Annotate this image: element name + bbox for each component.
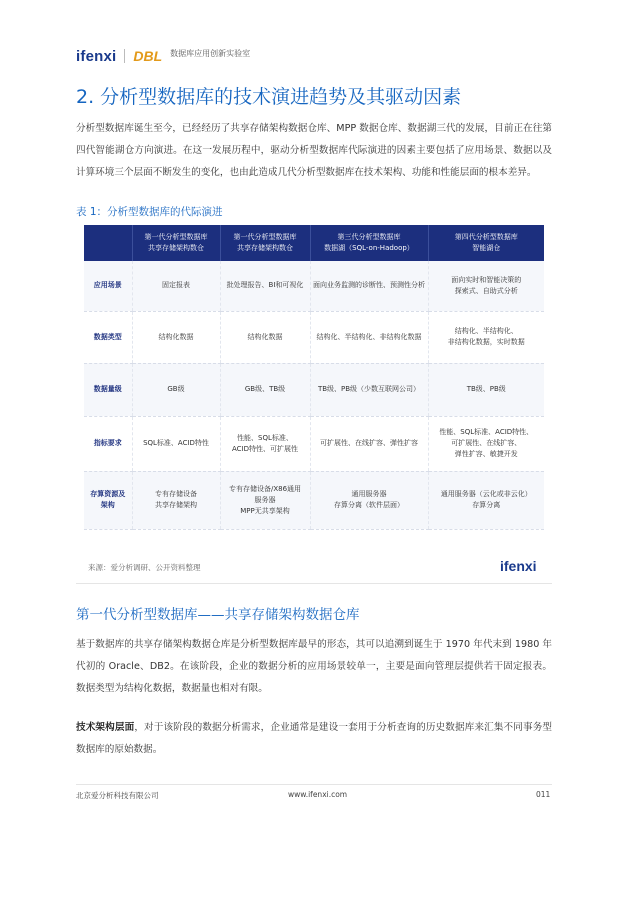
source-logo: ifenxi [500, 558, 537, 574]
dbl-logo: DBL [133, 48, 163, 64]
table-cell: 性能、SQL标准、ACID特性、 可扩展性、在线扩容、 弹性扩容、敏捷开发 [428, 416, 544, 471]
paragraph-2-lead: 技术架构层面 [76, 722, 135, 733]
footer-divider [76, 784, 552, 785]
table-header-cell: 第一代分析型数据库 共享存储架构数仓 [132, 225, 220, 261]
logo-divider [124, 49, 125, 63]
table-header [84, 225, 544, 261]
table-header-cell: 第一代分析型数据库 共享存储架构数仓 [220, 225, 310, 261]
table-row-label: 数据量级 [84, 363, 132, 416]
table-row-label: 数据类型 [84, 311, 132, 363]
table-cell: 结构化数据 [220, 311, 310, 363]
table-cell: 专有存储设备 共享存储架构 [132, 471, 220, 529]
table-cell: 结构化、半结构化、 非结构化数据，实时数据 [428, 311, 544, 363]
table-header-cell: 第三代分析型数据库 数据湖（SQL-on-Hadoop） [310, 225, 428, 261]
section-title: 2. 分析型数据库的技术演进趋势及其驱动因素 [76, 86, 462, 108]
table-row [84, 363, 544, 416]
table-row-label: 存算资源及 架构 [84, 471, 132, 529]
table-cell: 面向业务监测的诊断性、预测性分析 [310, 261, 428, 311]
table-row [84, 471, 544, 529]
table-header-cell: 第四代分析型数据库 智能湖仓 [428, 225, 544, 261]
ifenxi-logo: ifenxi [76, 47, 117, 65]
table-row [84, 416, 544, 471]
footer-page-number: 011 [536, 790, 551, 799]
footer-company: 北京爱分析科技有限公司 [76, 791, 159, 800]
table-cell: 通用服务器 存算分离（软件层面） [310, 471, 428, 529]
table-cell: 专有存储设备/X86通用 服务器 MPP无共享架构 [220, 471, 310, 529]
table-cell: 固定报表 [132, 261, 220, 311]
paragraph-1: 基于数据库的共享存储架构数据仓库是分析型数据库最早的形态，其可以追溯到诞生于 1970 年代末到 1980 年代初的 Oracle、DB2。在该阶段，企业的数据分析的应用场景较单一，主要是面向管理层提供若干固定报表。数据类型为结构化数据，数据量也相对有限。 [76, 639, 552, 694]
table-cell: 性能、SQL标准、 ACID特性、可扩展性 [220, 416, 310, 471]
intro-paragraph: 分析型数据库诞生至今，已经经历了共享存储架构数据仓库、MPP 数据仓库、数据湖三代的发展，目前正在往第四代智能湖仓方向演进。在这一发展历程中，驱动分析型数据库代际演进的因素主要包括了应用场景、数据以及计算环境三个层面不断发生的变化，也由此造成几代分析型数据库在技术架构、功能和性能层面的根本差异。 [76, 123, 552, 178]
subsection-title: 第一代分析型数据库——共享存储架构数据仓库 [76, 607, 360, 623]
paragraph-2 [76, 717, 552, 761]
table-cell: 通用服务器（云化或非云化） 存算分离 [428, 471, 544, 529]
paragraph-2-body: ，对于该阶段的数据分析需求，企业通常是建设一套用于分析查询的历史数据库来汇集不同事务型数据库的原始数据。 [76, 722, 553, 755]
table-cell: 批处理报告、BI和可视化 [220, 261, 310, 311]
table-body [84, 261, 544, 529]
section-divider [76, 583, 552, 584]
table-cell: GB级、TB级 [220, 363, 310, 416]
table-cell: 结构化数据 [132, 311, 220, 363]
table-cell: 面向实时和智能决策的 探索式、自助式分析 [428, 261, 544, 311]
page-header [76, 44, 250, 68]
table-source: 来源：爱分析调研、公开资料整理 [88, 563, 201, 572]
table-cell: 可扩展性、在线扩容、弹性扩容 [310, 416, 428, 471]
table-row-label: 指标要求 [84, 416, 132, 471]
table-cell: GB级 [132, 363, 220, 416]
table-cell: TB级、PB级（少数互联网公司） [310, 363, 428, 416]
table-cell: 结构化、半结构化、非结构化数据 [310, 311, 428, 363]
table-row [84, 311, 544, 363]
generation-table [84, 225, 544, 530]
lab-name: 数据库应用创新实验室 [170, 48, 251, 58]
table-row [84, 261, 544, 311]
footer-website[interactable]: www.ifenxi.com [288, 790, 348, 799]
table-caption: 表 1：分析型数据库的代际演进 [76, 206, 223, 218]
table-cell: TB级、PB级 [428, 363, 544, 416]
table-row-label: 应用场景 [84, 261, 132, 311]
table-cell: SQL标准、ACID特性 [132, 416, 220, 471]
table-header-cell [84, 225, 132, 261]
